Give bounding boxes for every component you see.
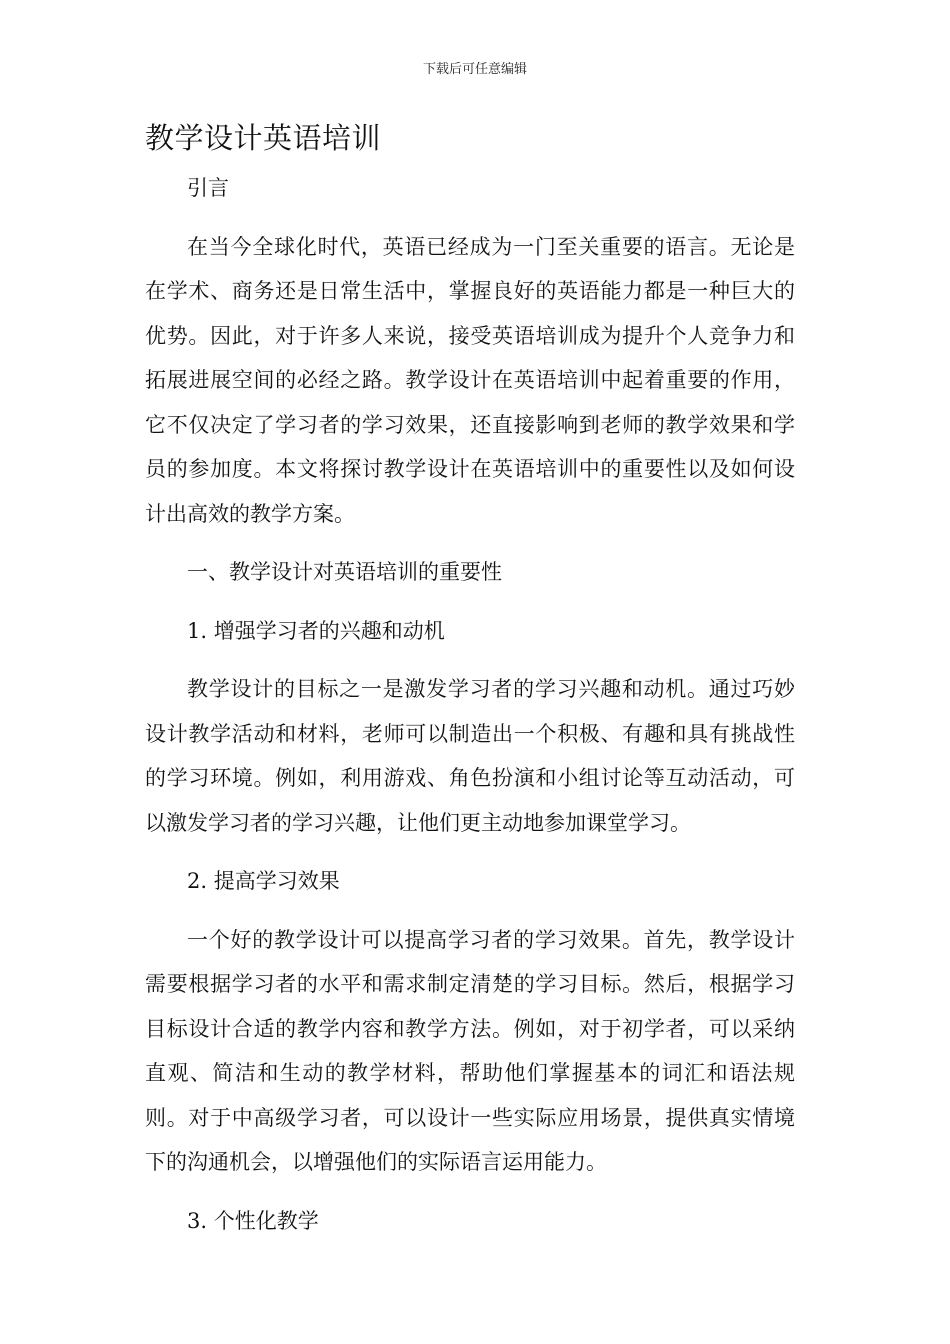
header-note: 下载后可任意编辑: [422, 62, 527, 77]
document-body: [145, 166, 795, 1257]
subheading-3: 3. 个性化教学: [187, 1208, 319, 1233]
subheading-1: 1. 增强学习者的兴趣和动机: [187, 618, 445, 643]
document-title: 教学设计英语培训: [145, 121, 382, 155]
section-heading-1: 一、教学设计对英语培训的重要性: [187, 560, 502, 584]
subheading-2: 2. 提高学习效果: [187, 869, 340, 893]
paragraph-effect: 一个好的教学设计可以提高学习者的学习效果。首先，教学设计需要根据学习者的水平和需求制定清楚的学习目标。然后，根据学习目标设计合适的教学内容和教学方法。例如，对于初学者，可以采纳直观、简洁和生动的教学材料，帮助他们掌握基本的词汇和语法规则。对于中高级学习者，可以设计一些实际应用场景，提供真实情境下的沟通机会，以增强他们的实际语言运用能力。: [145, 927, 795, 1174]
paragraph-intro: 在当今全球化时代，英语已经成为一门至关重要的语言。无论是在学术、商务还是日常生活中，掌握良好的英语能力都是一种巨大的优势。因此，对于许多人来说，接受英语培训成为提升个人竞争力和拓展进展空间的必经之路。教学设计在英语培训中起着重要的作用，它不仅决定了学习者的学习效果，还直接影响到老师的教学效果和学员的参加度。本文将探讨教学设计在英语培训中的重要性以及如何设计出高效的教学方案。: [145, 234, 795, 526]
paragraph-interest: 教学设计的目标之一是激发学习者的学习兴趣和动机。通过巧妙设计教学活动和材料，老师可以制造出一个积极、有趣和具有挑战性的学习环境。例如，利用游戏、角色扮演和小组讨论等互动活动，可以激发学习者的学习兴趣，让他们更主动地参加课堂学习。: [145, 677, 795, 835]
section-heading-intro: 引言: [187, 176, 229, 200]
